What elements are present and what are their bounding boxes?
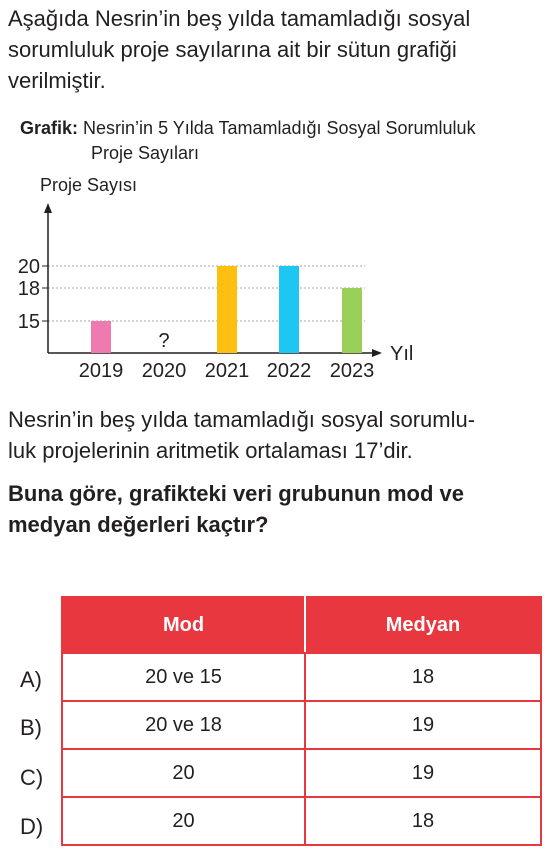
mean-line-1: Nesrin’in beş yılda tamamladığı sosyal sorumlu- bbox=[8, 407, 476, 432]
option-d-medyan: 18 bbox=[305, 797, 541, 845]
option-row-d[interactable] bbox=[62, 797, 541, 845]
x-tick-label: 2021 bbox=[204, 360, 250, 382]
y-axis-label: Proje Sayısı bbox=[40, 175, 138, 195]
header-medyan: Medyan bbox=[305, 597, 541, 653]
header-mod: Mod bbox=[62, 597, 305, 653]
intro-line-1: Aşağıda Nesrin’in beş yılda tamamladığı sosyal bbox=[8, 6, 471, 31]
option-row-b[interactable] bbox=[62, 701, 541, 749]
x-axis-label: Yıl bbox=[390, 343, 414, 365]
chart-title bbox=[20, 116, 476, 141]
option-c-mod: 20 bbox=[62, 749, 305, 797]
bar-chart bbox=[0, 165, 556, 385]
x-tick-label: 2022 bbox=[266, 360, 312, 382]
answer-options-table bbox=[61, 596, 542, 846]
option-d-mod: 20 bbox=[62, 797, 305, 845]
option-letter-b: B) bbox=[20, 715, 42, 740]
x-tick-label: 2023 bbox=[329, 360, 375, 382]
unknown-value-label: ? bbox=[158, 330, 170, 352]
chart-title-line-2: Proje Sayıları bbox=[91, 143, 200, 163]
y-tick-label: 20 bbox=[17, 256, 40, 278]
x-tick-label: 2020 bbox=[141, 360, 187, 382]
x-axis-arrow bbox=[372, 349, 382, 357]
intro-line-3: verilmiştir. bbox=[8, 68, 106, 93]
y-tick-label: 18 bbox=[17, 278, 40, 300]
bar-2022 bbox=[279, 266, 299, 353]
bar-2019 bbox=[91, 321, 111, 353]
y-axis-arrow bbox=[44, 203, 52, 213]
x-tick-label: 2019 bbox=[78, 360, 124, 382]
option-letter-c: C) bbox=[20, 765, 44, 790]
option-b-medyan: 19 bbox=[305, 701, 541, 749]
option-row-c[interactable] bbox=[62, 749, 541, 797]
option-a-medyan: 18 bbox=[305, 653, 541, 701]
question-line-2: medyan değerleri kaçtır? bbox=[8, 512, 269, 537]
bar-2023 bbox=[342, 288, 362, 353]
bar-2021 bbox=[217, 266, 237, 353]
chart-title-line-1: Nesrin’in 5 Yılda Tamamladığı Sosyal Sorumluluk bbox=[83, 118, 476, 138]
intro-paragraph bbox=[8, 3, 544, 96]
question-text bbox=[8, 478, 544, 540]
question-line-1: Buna göre, grafikteki veri grubunun mod ve bbox=[8, 481, 464, 506]
intro-line-2: sorumluluk proje sayılarına ait bir sütun grafiği bbox=[8, 37, 457, 62]
mean-line-2: luk projelerinin aritmetik ortalaması 17’dir. bbox=[8, 438, 413, 463]
option-a-mod: 20 ve 15 bbox=[62, 653, 305, 701]
y-tick-label: 15 bbox=[17, 311, 40, 333]
option-c-medyan: 19 bbox=[305, 749, 541, 797]
mean-paragraph bbox=[8, 404, 544, 466]
option-row-a[interactable] bbox=[62, 653, 541, 701]
option-letter-a: A) bbox=[20, 667, 42, 692]
chart-title-prefix: Grafik: bbox=[20, 118, 79, 138]
option-letter-d: D) bbox=[20, 814, 44, 839]
option-b-mod: 20 ve 18 bbox=[62, 701, 305, 749]
table-header-row bbox=[62, 597, 541, 653]
